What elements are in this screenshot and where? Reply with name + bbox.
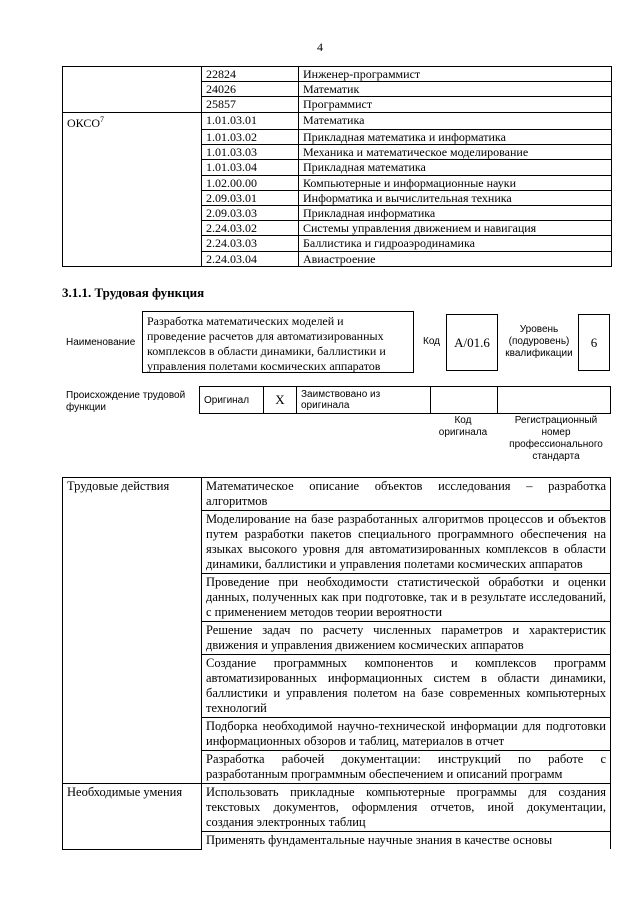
name-label: Наименование (66, 337, 136, 348)
codes-row (63, 145, 612, 160)
level-label-line: (подуровень) (508, 336, 570, 347)
codes-group-cell (63, 206, 202, 221)
reg-number-cell (498, 387, 611, 414)
reg-number-caption (500, 415, 612, 463)
original-mark: X (264, 387, 297, 414)
origin-label-line: функции (66, 402, 106, 413)
codes-code-cell: 22824 (202, 67, 299, 82)
codes-group-cell (63, 112, 202, 130)
codes-group-cell (63, 67, 202, 82)
reg-number-line: профессионального (509, 439, 603, 450)
codes-group-cell (63, 175, 202, 190)
codes-name-cell: Прикладная математика и информатика (299, 130, 612, 145)
codes-row (63, 67, 612, 82)
labor-action-row (63, 478, 611, 511)
function-name-line: Разработка математических моделей и (147, 314, 344, 328)
level-label (503, 324, 575, 360)
codes-group-cell (63, 145, 202, 160)
code-original-caption (432, 415, 494, 439)
codes-group-cell (63, 82, 202, 97)
reg-number-line: стандарта (532, 451, 580, 462)
origin-label-line: Происхождение трудовой (66, 390, 186, 401)
codes-code-cell: 2.24.03.02 (202, 221, 299, 236)
reg-number-line: номер (541, 427, 571, 438)
borrowed-label-line: оригинала (301, 400, 350, 411)
codes-name-cell: Инженер-программист (299, 67, 612, 82)
codes-name-cell: Математик (299, 82, 612, 97)
function-code-value: A/01.6 (454, 334, 490, 350)
codes-row (63, 112, 612, 130)
function-code-box (446, 314, 498, 371)
codes-name-cell: Информатика и вычислительная техника (299, 190, 612, 205)
labor-action-item: Проведение при необходимости статистической обработки и оценки данных, полученных как при подготовке, так и в результате исследований, с применением методов теории вероятности (202, 574, 611, 622)
codes-row (63, 251, 612, 266)
skill-item: Использовать прикладные компьютерные программы для создания текстовых документов, оформления отчетов, иной документации, создания электронных таблиц (202, 784, 611, 832)
skill-row (63, 784, 611, 832)
codes-code-cell: 25857 (202, 97, 299, 112)
codes-code-cell: 2.24.03.04 (202, 251, 299, 266)
codes-group-label: ОКСО (67, 115, 101, 130)
footnote-marker: 7 (100, 114, 105, 124)
labor-action-item: Создание программных компонентов и комплексов программ автоматизированных информационных систем в области динамики, баллистики и управления полетом на базе современных компьютерных технологий (202, 655, 611, 718)
codes-name-cell: Прикладная математика (299, 160, 612, 175)
codes-group-cell (63, 221, 202, 236)
codes-group-cell (63, 190, 202, 205)
level-box (578, 314, 610, 371)
codes-row (63, 221, 612, 236)
codes-row (63, 130, 612, 145)
codes-group-cell (63, 97, 202, 112)
labor-action-item: Решение задач по расчету численных параметров и характеристик движения и управления движением космических аппаратов (202, 622, 611, 655)
skill-label: Необходимые умения (63, 784, 202, 850)
codes-group-cell (63, 130, 202, 145)
codes-name-cell: Математика (299, 112, 612, 130)
codes-table (62, 66, 612, 267)
codes-code-cell: 2.24.03.03 (202, 236, 299, 251)
codes-row (63, 82, 612, 97)
codes-name-cell: Баллистика и гидроаэродинамика (299, 236, 612, 251)
labor-action-item: Моделирование на базе разработанных алгоритмов процессов и объектов путем разработки пакетов специального программного обеспечения на языках высокого уровня для автоматизированных комплексов в области динамики, баллистики и управления полетами космических аппаратов (202, 511, 611, 574)
codes-name-cell: Авиастроение (299, 251, 612, 266)
codes-name-cell: Компьютерные и информационные науки (299, 175, 612, 190)
codes-name-cell: Системы управления движением и навигация (299, 221, 612, 236)
function-name-line: комплексов в области динамики, баллистики и (147, 344, 386, 358)
function-details-table (62, 477, 611, 850)
codes-group-cell (63, 160, 202, 175)
codes-code-cell: 2.09.03.01 (202, 190, 299, 205)
codes-name-cell: Программист (299, 97, 612, 112)
level-label-line: Уровень (519, 324, 559, 335)
codes-row (63, 236, 612, 251)
codes-row (63, 97, 612, 112)
borrowed-cell (297, 387, 431, 414)
codes-code-cell: 1.01.03.03 (202, 145, 299, 160)
codes-row (63, 160, 612, 175)
code-original-line: оригинала (438, 427, 488, 438)
codes-code-cell: 2.09.03.03 (202, 206, 299, 221)
code-original-line: Код (454, 415, 472, 426)
function-name-line: управления полетами космических аппаратов (147, 359, 381, 373)
codes-code-cell: 1.01.03.01 (202, 112, 299, 130)
function-name-line: проведение расчетов для автоматизированных (147, 329, 384, 343)
origin-table (199, 386, 611, 414)
codes-group-cell (63, 251, 202, 266)
borrowed-label-line: Заимствовано из (301, 389, 381, 400)
reg-number-line: Регистрационный (514, 415, 598, 426)
codes-row (63, 175, 612, 190)
codes-row (63, 206, 612, 221)
codes-code-cell: 1.02.00.00 (202, 175, 299, 190)
codes-name-cell: Прикладная информатика (299, 206, 612, 221)
page-number: 4 (317, 40, 323, 54)
code-label: Код (423, 336, 441, 347)
labor-action-item: Математическое описание объектов исследования – разработка алгоритмов (202, 478, 611, 511)
section-title: 3.1.1. Трудовая функция (62, 285, 205, 300)
codes-code-cell: 1.01.03.04 (202, 160, 299, 175)
labor-action-label: Трудовые действия (63, 478, 202, 784)
skill-item: Применять фундаментальные научные знания в качестве основы (202, 832, 611, 850)
codes-row (63, 190, 612, 205)
codes-code-cell: 1.01.03.02 (202, 130, 299, 145)
codes-group-cell (63, 236, 202, 251)
origin-label (66, 390, 185, 414)
codes-name-cell: Механика и математическое моделирование (299, 145, 612, 160)
level-label-line: квалификации (505, 348, 573, 359)
labor-action-item: Разработка рабочей документации: инструкций по работе с разработанным программным обеспечением и описаний программ (202, 751, 611, 784)
original-label: Оригинал (200, 387, 264, 414)
code-original-cell (431, 387, 498, 414)
function-name-box (142, 311, 414, 373)
labor-action-item: Подборка необходимой научно-технической информации для подготовки информационных обзоров и таблиц, материалов в отчет (202, 718, 611, 751)
codes-code-cell: 24026 (202, 82, 299, 97)
level-value: 6 (590, 334, 598, 350)
